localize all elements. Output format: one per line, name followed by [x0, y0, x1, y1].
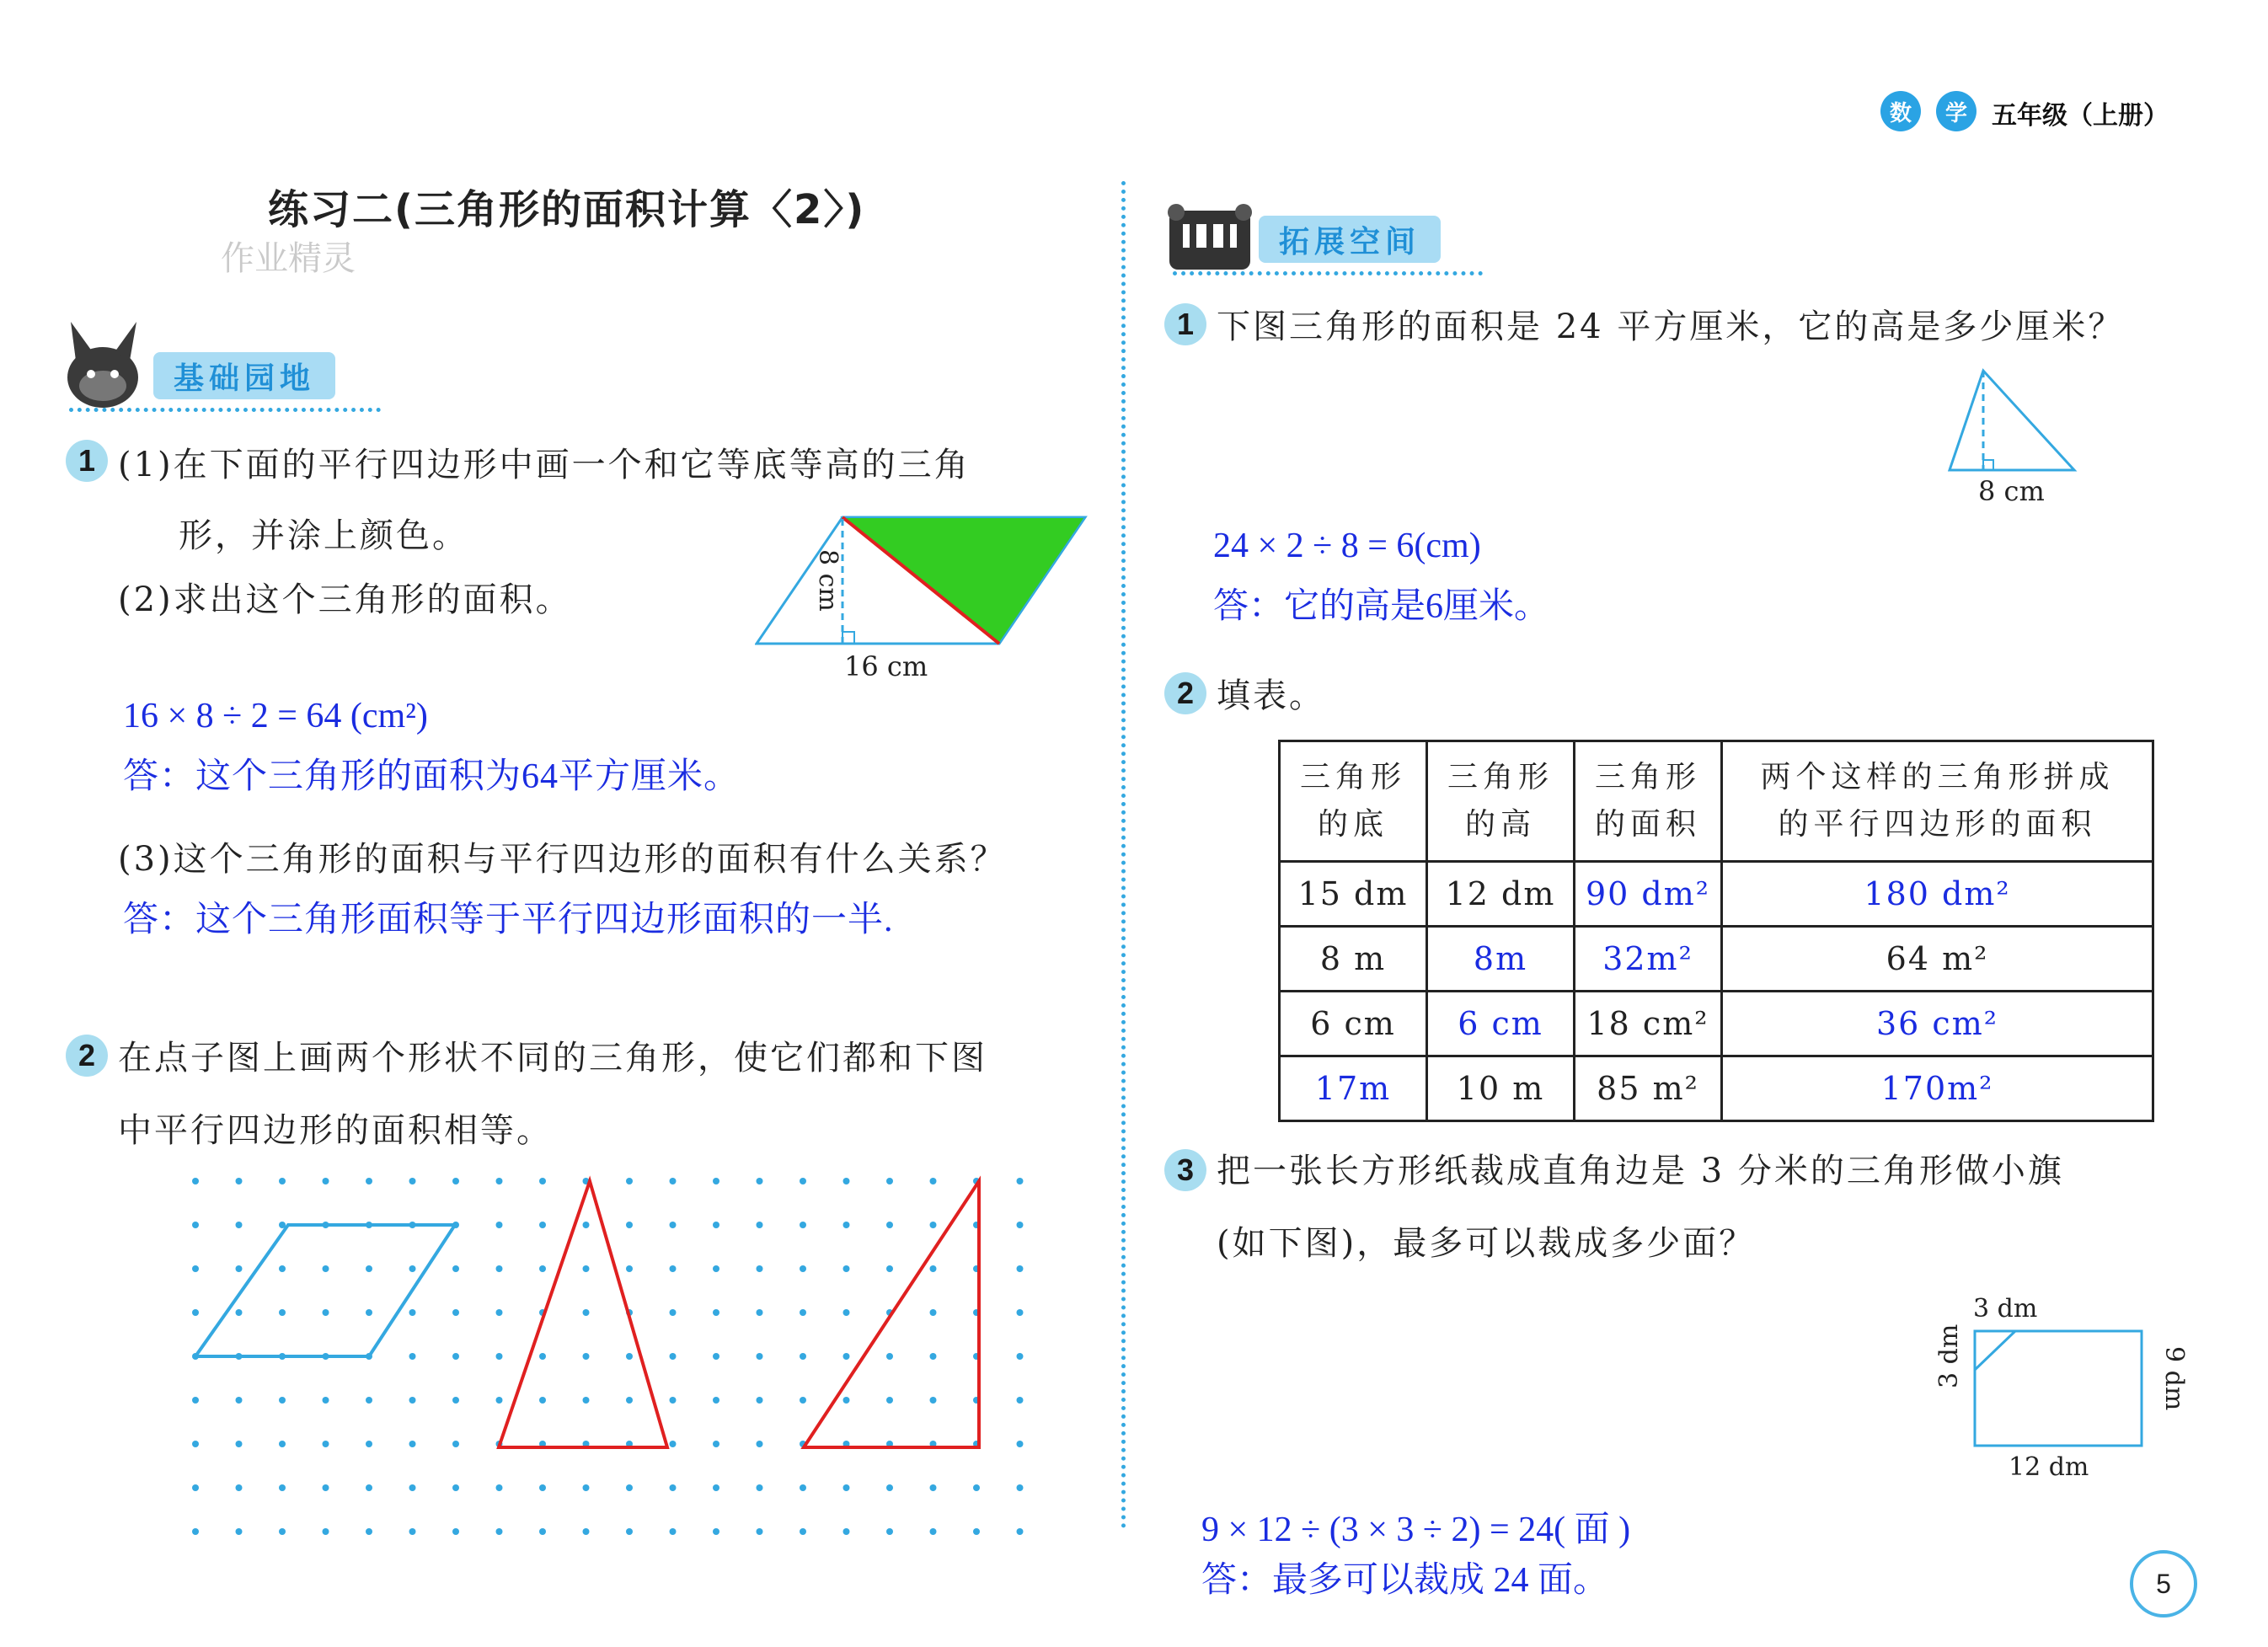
grid-dot [886, 1528, 893, 1535]
grid-dot [583, 1309, 590, 1316]
table-cell: 8 m [1280, 927, 1427, 992]
grid-dot [192, 1309, 199, 1316]
grid-dot [236, 1528, 243, 1535]
grid-dot [452, 1397, 459, 1404]
section-underline [69, 408, 381, 412]
grid-dot [800, 1265, 806, 1272]
grid-dot [886, 1265, 893, 1272]
grid-dot [452, 1265, 459, 1272]
grid-dot [713, 1441, 719, 1447]
table-cell-answer: 36 cm² [1722, 992, 2153, 1056]
grid-dot [626, 1178, 633, 1184]
grid-dot [886, 1178, 893, 1184]
grid-dot [843, 1309, 850, 1316]
question-number-1: 1 [66, 440, 108, 482]
grid-dot [757, 1528, 763, 1535]
grid-dot [800, 1178, 806, 1184]
grid-dot [713, 1484, 719, 1491]
grid-dot [800, 1484, 806, 1491]
right-q1-text: 下图三角形的面积是 24 平方厘米，它的高是多少厘米？ [1217, 307, 2125, 346]
table-cell: 64 m² [1722, 927, 2153, 992]
grid-dot [626, 1353, 633, 1360]
right-q3-formula: 9 × 12 ÷ (3 × 3 ÷ 2) = 24( 面 ) [1201, 1511, 1631, 1549]
grid-dot [496, 1265, 503, 1272]
grid-dot [757, 1178, 763, 1184]
rect-top-label: 3 dm [1973, 1294, 2038, 1323]
drawn-triangle-1 [499, 1181, 667, 1447]
table-row [1280, 992, 2153, 1056]
grid-dot [192, 1265, 199, 1272]
grid-dot [279, 1309, 286, 1316]
grade-label: 五年级（上册） [1992, 101, 2169, 131]
parallelogram-height-label: 8 cm [813, 549, 842, 612]
table-cell-answer: 90 dm² [1575, 862, 1722, 927]
page-number: 5 [2130, 1550, 2197, 1618]
grid-dot [323, 1528, 329, 1535]
grid-dot [1017, 1265, 1024, 1272]
grid-dot [930, 1397, 937, 1404]
subject-badge-math-1: 数 [1880, 91, 1921, 131]
grid-dot [409, 1178, 416, 1184]
table-row [1280, 1056, 2153, 1121]
table-cell: 18 cm² [1575, 992, 1722, 1056]
small-triangle-figure [1946, 366, 2081, 475]
grid-dot [713, 1353, 719, 1360]
grid-dot [409, 1309, 416, 1316]
grid-dot [930, 1484, 937, 1491]
grid-dot [930, 1222, 937, 1228]
grid-dot [670, 1222, 677, 1228]
grid-dot [496, 1178, 503, 1184]
grid-dot [279, 1397, 286, 1404]
grid-dot [323, 1265, 329, 1272]
rect-bottom-label: 12 dm [2009, 1452, 2089, 1482]
grid-dot [757, 1441, 763, 1447]
q1-answer-formula: 16 × 8 ÷ 2 = 64 (cm²) [123, 697, 428, 735]
rabbit-mascot-icon [64, 318, 142, 409]
q1-part3-answer: 答：这个三角形面积等于平行四边形面积的一半. [123, 901, 894, 939]
grid-dot [800, 1222, 806, 1228]
grid-dot [843, 1397, 850, 1404]
grid-dot [409, 1441, 416, 1447]
grid-dot [1017, 1528, 1024, 1535]
grid-dot [539, 1353, 546, 1360]
table-cell-answer: 6 cm [1427, 992, 1575, 1056]
drum-mascot-icon [1166, 202, 1254, 278]
grid-dot [192, 1528, 199, 1535]
grid-dot [583, 1484, 590, 1491]
grid-dot [843, 1484, 850, 1491]
grid-dot [713, 1222, 719, 1228]
table-cell: 6 cm [1280, 992, 1427, 1056]
grid-dot [496, 1484, 503, 1491]
grid-dot [973, 1484, 980, 1491]
grid-dot [539, 1528, 546, 1535]
grid-dot [452, 1309, 459, 1316]
grid-dot [236, 1309, 243, 1316]
grid-dot [409, 1353, 416, 1360]
grid-dot [713, 1178, 719, 1184]
grid-dot [366, 1528, 372, 1535]
table-cell-answer: 17m [1280, 1056, 1427, 1121]
grid-dot [366, 1309, 372, 1316]
section-tag-extension: 拓展空间 [1259, 216, 1441, 263]
grid-dot [843, 1265, 850, 1272]
grid-dot [757, 1397, 763, 1404]
rect-right-label: 9 dm [2159, 1346, 2189, 1411]
right-q1-answer: 答：它的高是6厘米。 [1213, 587, 1550, 626]
drawn-triangle-2 [804, 1181, 979, 1447]
grid-dot [670, 1397, 677, 1404]
grid-dot [496, 1397, 503, 1404]
q2-line1: 在点子图上画两个形状不同的三角形，使它们都和下图 [118, 1039, 987, 1078]
grid-dot [1017, 1178, 1024, 1184]
grid-dot [626, 1222, 633, 1228]
grid-dot [539, 1484, 546, 1491]
grid-dot [496, 1222, 503, 1228]
grid-dot [236, 1265, 243, 1272]
right-q3-line2: (如下图)，最多可以裁成多少面？ [1217, 1224, 1756, 1263]
grid-dot [192, 1178, 199, 1184]
question-number-2: 2 [66, 1035, 108, 1077]
grid-dot [236, 1178, 243, 1184]
watermark: 作业精灵 [221, 239, 356, 278]
grid-dot [1017, 1309, 1024, 1316]
right-question-number-1: 1 [1164, 303, 1206, 345]
table-cell: 12 dm [1427, 862, 1575, 927]
grid-dot [192, 1441, 199, 1447]
grid-dot [279, 1178, 286, 1184]
grid-dot [496, 1309, 503, 1316]
grid-dot [452, 1441, 459, 1447]
grid-dot [323, 1484, 329, 1491]
grid-dot [366, 1178, 372, 1184]
grid-dot [583, 1528, 590, 1535]
right-question-number-3: 3 [1164, 1149, 1206, 1191]
grid-dot [670, 1178, 677, 1184]
given-parallelogram [195, 1225, 455, 1356]
small-triangle-base-label: 8 cm [1978, 475, 2045, 507]
grid-dot [973, 1528, 980, 1535]
grid-dot [1017, 1441, 1024, 1447]
grid-dot [843, 1528, 850, 1535]
grid-dot [452, 1178, 459, 1184]
table-cell-answer: 8m [1427, 927, 1575, 992]
grid-dot [843, 1222, 850, 1228]
grid-dot [757, 1265, 763, 1272]
grid-dot [886, 1222, 893, 1228]
table-row [1280, 927, 2153, 992]
grid-dot [626, 1528, 633, 1535]
grid-dot [670, 1528, 677, 1535]
section-underline-right [1173, 271, 1483, 275]
q1-part1-line2: 形，并涂上颜色。 [179, 516, 468, 555]
table-header-cell: 三角形 的面积 [1575, 741, 1722, 862]
grid-dot [930, 1353, 937, 1360]
dot-grid[interactable] [185, 1166, 1045, 1545]
grid-dot [409, 1397, 416, 1404]
grid-dot [496, 1528, 503, 1535]
table-cell-answer: 180 dm² [1722, 862, 2153, 927]
right-q3-answer: 答：最多可以裁成 24 面。 [1201, 1561, 1609, 1600]
subject-badge-math-2: 学 [1936, 91, 1976, 131]
grid-dot [843, 1178, 850, 1184]
grid-dot [1017, 1353, 1024, 1360]
flag-rectangle-figure [1971, 1326, 2148, 1452]
grid-dot [713, 1528, 719, 1535]
grid-dot [409, 1528, 416, 1535]
grid-dot [323, 1441, 329, 1447]
q1-part2: (2)求出这个三角形的面积。 [118, 580, 572, 619]
grid-dot [279, 1441, 286, 1447]
right-q3-line1: 把一张长方形纸裁成直角边是 3 分米的三角形做小旗 [1217, 1152, 2064, 1190]
table-cell-answer: 32m² [1575, 927, 1722, 992]
grid-dot [192, 1222, 199, 1228]
grid-dot [930, 1309, 937, 1316]
grid-dot [1017, 1222, 1024, 1228]
grid-dot [366, 1441, 372, 1447]
grid-dot [757, 1222, 763, 1228]
grid-dot [236, 1484, 243, 1491]
grid-dot [757, 1484, 763, 1491]
grid-dot [279, 1528, 286, 1535]
grid-dot [757, 1309, 763, 1316]
grid-dot [539, 1397, 546, 1404]
right-q2-text: 填表。 [1217, 676, 1325, 715]
grid-dot [930, 1528, 937, 1535]
grid-dot [452, 1353, 459, 1360]
q2-line2: 中平行四边形的面积相等。 [118, 1111, 553, 1150]
table-cell: 85 m² [1575, 1056, 1722, 1121]
grid-dot [886, 1397, 893, 1404]
grid-dot [800, 1309, 806, 1316]
grid-dot [539, 1222, 546, 1228]
grid-dot [583, 1397, 590, 1404]
page-title: 练习二(三角形的面积计算〈2〉) [268, 186, 866, 233]
grid-dot [800, 1528, 806, 1535]
grid-dot [366, 1397, 372, 1404]
grid-dot [366, 1265, 372, 1272]
grid-dot [1017, 1397, 1024, 1404]
grid-dot [236, 1441, 243, 1447]
grid-dot [539, 1178, 546, 1184]
grid-dot [930, 1265, 937, 1272]
column-divider [1121, 181, 1126, 1529]
grid-dot [366, 1484, 372, 1491]
grid-dot [800, 1353, 806, 1360]
grid-dot [886, 1484, 893, 1491]
grid-dot [670, 1265, 677, 1272]
fill-in-table [1278, 740, 2154, 1122]
q1-part1-line1: (1)在下面的平行四边形中画一个和它等底等高的三角 [118, 446, 971, 484]
grid-dot [670, 1353, 677, 1360]
table-header-cell: 三角形 的底 [1280, 741, 1427, 862]
grid-dot [323, 1397, 329, 1404]
grid-dot [279, 1484, 286, 1491]
rect-left-label: 3 dm [1934, 1323, 1964, 1388]
grid-dot [583, 1222, 590, 1228]
grid-dot [757, 1353, 763, 1360]
grid-dots [192, 1178, 1024, 1545]
table-cell: 15 dm [1280, 862, 1427, 927]
grid-dot [192, 1484, 199, 1491]
grid-dot [843, 1353, 850, 1360]
grid-dot [279, 1265, 286, 1272]
table-header-row [1280, 741, 2153, 862]
grid-dot [1017, 1484, 1024, 1491]
grid-dot [713, 1265, 719, 1272]
grid-dot [323, 1309, 329, 1316]
grid-dot [192, 1397, 199, 1404]
q1-answer-text: 答：这个三角形的面积为64平方厘米。 [123, 757, 741, 796]
grid-dot [496, 1353, 503, 1360]
table-row [1280, 862, 2153, 927]
grid-dot [886, 1353, 893, 1360]
grid-dot [930, 1178, 937, 1184]
table-cell-answer: 170m² [1722, 1056, 2153, 1121]
grid-dot [452, 1528, 459, 1535]
grid-dot [539, 1265, 546, 1272]
table-cell: 10 m [1427, 1056, 1575, 1121]
grid-dot [626, 1484, 633, 1491]
table-header-cell: 三角形 的高 [1427, 741, 1575, 862]
q1-part3: (3)这个三角形的面积与平行四边形的面积有什么关系？ [118, 840, 1007, 879]
grid-dot [670, 1309, 677, 1316]
parallelogram-base-label: 16 cm [844, 650, 928, 682]
grid-dot [409, 1265, 416, 1272]
grid-dot [713, 1309, 719, 1316]
section-tag-basic: 基础园地 [153, 352, 335, 399]
right-question-number-2: 2 [1164, 672, 1206, 714]
right-q1-formula: 24 × 2 ÷ 8 = 6(cm) [1213, 527, 1481, 565]
grid-dot [713, 1397, 719, 1404]
grid-dot [409, 1484, 416, 1491]
grid-dot [626, 1265, 633, 1272]
table-header-cell: 两个这样的三角形拼成 的平行四边形的面积 [1722, 741, 2153, 862]
grid-dot [236, 1397, 243, 1404]
grid-dot [236, 1222, 243, 1228]
grid-dot [452, 1484, 459, 1491]
grid-dot [323, 1178, 329, 1184]
grid-dot [583, 1353, 590, 1360]
grid-dot [583, 1265, 590, 1272]
grid-dot [670, 1484, 677, 1491]
grid-dot [670, 1441, 677, 1447]
grid-dot [626, 1397, 633, 1404]
grid-dot [800, 1397, 806, 1404]
